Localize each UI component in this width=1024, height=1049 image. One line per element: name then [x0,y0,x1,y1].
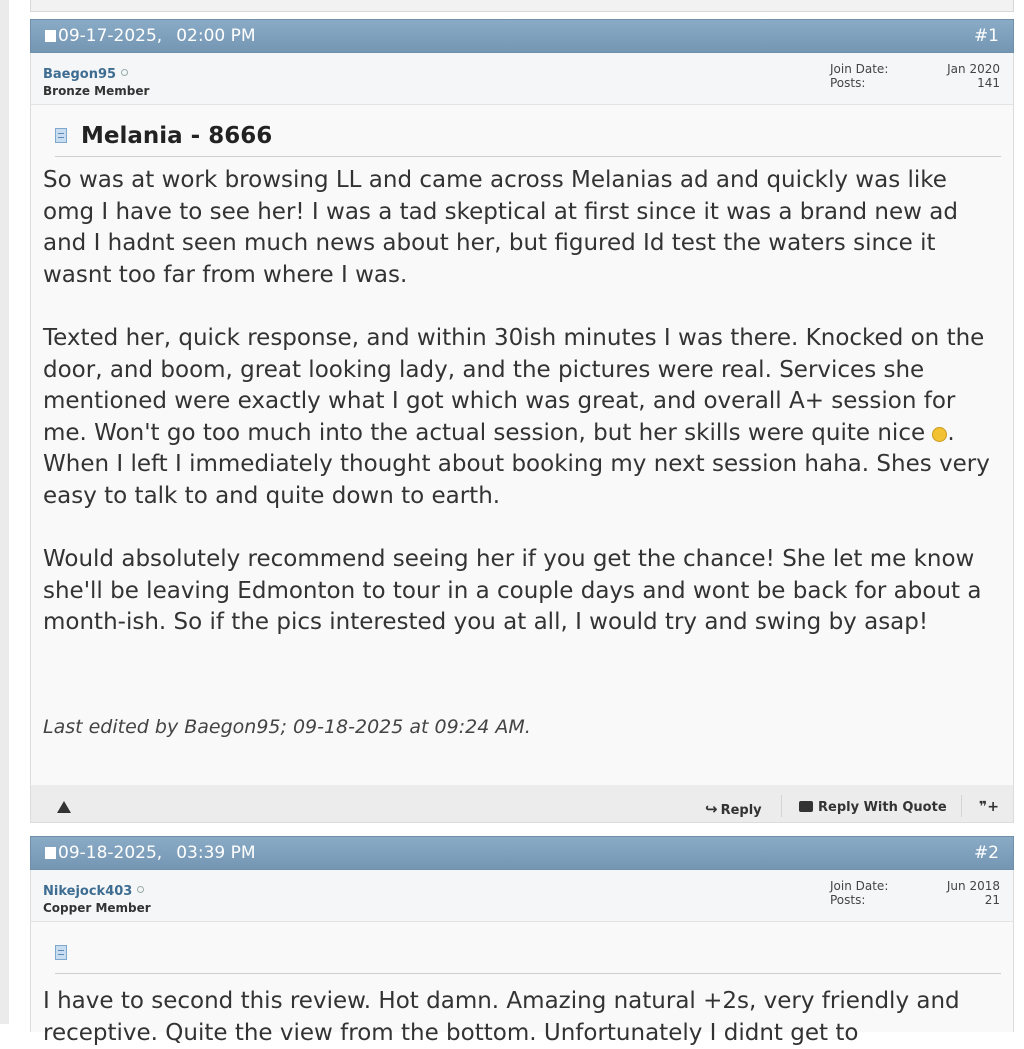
post-number-link[interactable]: #1 [973,26,999,46]
post-status-icon [45,847,56,859]
post-header [30,836,1014,870]
message-paragraph: I have to second this review. Hot damn. Amazing natural +2s, very friendly and receptive. Quite the view from the bottom. Unfortunately I didnt get to [43,988,960,1046]
document-icon [55,945,67,960]
reply-button[interactable]: ↪ Reply [705,800,762,818]
post-title: Melania - 8666 [81,123,273,149]
user-rank: Bronze Member [43,84,150,98]
divider [961,795,962,817]
reply-arrow-icon: ↪ [705,800,718,818]
username-link[interactable]: Baegon95 [43,67,128,82]
last-edited-note: Last edited by Baegon95; 09-18-2025 at 09:24 AM. [43,716,531,738]
user-info [30,870,1014,922]
report-warning-icon[interactable] [57,801,71,813]
offline-status-icon [137,886,144,893]
post-title-row [55,121,1001,157]
offline-status-icon [121,69,128,76]
post-date: 09-17-2025, 02:00 PM [45,26,256,46]
post-title-row [55,938,1001,974]
document-icon [55,128,67,143]
post-message [43,986,1003,1049]
user-stats: Join Date: Jan 2020 Posts: 141 [830,62,1000,90]
post-time: 03:39 PM [176,843,256,863]
post-status-icon [45,30,56,42]
post-number-link[interactable]: #2 [973,843,999,863]
user-stats: Join Date: Jun 2018 Posts: 21 [830,879,1000,907]
post-time: 02:00 PM [176,26,256,46]
post-message [43,165,1003,639]
user-rank: Copper Member [43,901,151,915]
post-footer [30,785,1014,823]
message-paragraph: Would absolutely recommend seeing her if you get the chance! She let me know she'll be leaving Edmonton to tour in a couple days and wont be back for about a month-ish. So if the pics interested you at all, I would try and swing by asap! [43,546,982,636]
post-body [30,922,1014,1046]
page-left-border [0,0,9,1024]
post-2 [30,836,1014,1046]
post-1 [30,19,1014,823]
smiley-icon [932,427,947,442]
message-paragraph: Texted her, quick response, and within 30ish minutes I was there. Knocked on the door, and boom, great looking lady, and the pictures were real. Services she mentioned were exactly what I got which was great, and overall A+ session for me. Won't go too much into the actual session, but her skills were quite nice . When I left I immediately thought about booking my next session haha. Shes very easy to talk to and quite down to earth. [43,324,990,509]
post-date: 09-18-2025, 03:39 PM [45,843,256,863]
user-info [30,53,1014,105]
previous-post-footer [30,0,1014,12]
quote-bubble-icon [799,801,813,812]
message-paragraph: So was at work browsing LL and came across Melanias ad and quickly was like omg I have to see her! I was a tad skeptical at first since it was a brand new ad and I hadnt seen much news about her, but figured Id test the waters since it wasnt too far from where I was. [43,167,958,288]
reply-with-quote-button[interactable]: Reply With Quote [799,800,947,815]
username-link[interactable]: Nikejock403 [43,884,144,899]
multi-quote-icon[interactable]: ❞+ [979,799,999,815]
post-header [30,19,1014,53]
post-body [30,105,1014,785]
divider [781,795,782,817]
